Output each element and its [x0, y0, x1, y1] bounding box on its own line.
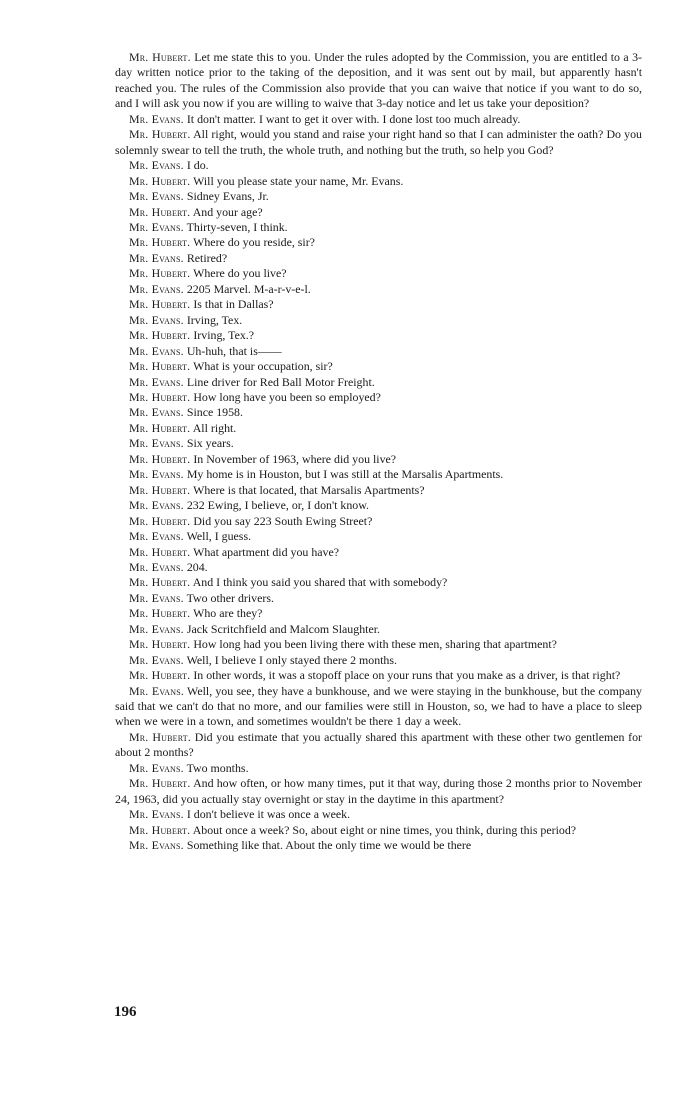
speaker-label: Mr. Evans. [129, 312, 184, 327]
speaker-label: Mr. Hubert. [129, 297, 191, 312]
speech-text: And I think you said you shared that with somebody? [192, 575, 448, 590]
speech-text: Six years. [186, 436, 234, 451]
speaker-label: Mr. Evans. [129, 652, 184, 667]
speaker-label: Mr. Hubert. [129, 482, 191, 497]
speaker-label: Mr. Evans. [129, 559, 184, 574]
paragraph [115, 606, 642, 621]
paragraph [115, 637, 642, 652]
paragraph [115, 498, 642, 513]
speaker-label: Mr. Evans. [129, 621, 184, 636]
speech-text: All right, would you stand and raise your right hand so that I can administer the oath? Do you solemnly swear to tell the truth, the whole truth, and nothing but the truth, so help you God? [115, 127, 642, 157]
paragraph [115, 220, 642, 235]
paragraph [115, 514, 642, 529]
speaker-label: Mr. Evans. [129, 467, 184, 482]
speech-text: Did you say 223 South Ewing Street? [193, 513, 373, 528]
speech-text: Will you please state your name, Mr. Evans. [193, 173, 404, 188]
speaker-label: Mr. Hubert. [129, 389, 191, 404]
paragraph [115, 390, 642, 405]
speech-text: Sidney Evans, Jr. [186, 189, 269, 204]
speech-text: In November of 1963, where did you live? [193, 451, 397, 466]
speaker-label: Mr. Hubert. [129, 637, 191, 652]
speaker-label: Mr. Hubert. [129, 606, 191, 621]
paragraph [115, 235, 642, 250]
paragraph [115, 205, 642, 220]
paragraph [115, 730, 642, 761]
speech-text: How long have you been so employed? [193, 389, 381, 404]
speaker-label: Mr. Evans. [129, 590, 184, 605]
paragraph [115, 266, 642, 281]
speech-text: Irving, Tex.? [193, 328, 255, 343]
speaker-label: Mr. Evans. [129, 343, 184, 358]
paragraph [115, 575, 642, 590]
speech-text: 232 Ewing, I believe, or, I don't know. [186, 498, 370, 513]
paragraph [115, 359, 642, 374]
speech-text: My home is in Houston, but I was still at the Marsalis Apartments. [186, 467, 504, 482]
speech-text: And how often, or how many times, put it that way, during those 2 months prior to November 24, 1963, did you actually stay overnight or stay in the daytime in this apartment? [115, 776, 642, 806]
paragraph [115, 127, 642, 158]
paragraph [115, 761, 642, 776]
paragraph [115, 436, 642, 451]
speaker-label: Mr. Hubert. [129, 204, 191, 219]
speaker-label: Mr. Evans. [129, 436, 184, 451]
page-number: 196 [114, 1004, 137, 1020]
speaker-label: Mr. Hubert. [129, 575, 191, 590]
paragraph [115, 823, 642, 838]
speaker-label: Mr. Hubert. [129, 729, 192, 744]
speaker-label: Mr. Evans. [129, 838, 184, 853]
speaker-label: Mr. Hubert. [129, 776, 191, 791]
speaker-label: Mr. Evans. [129, 760, 184, 775]
paragraph [115, 344, 642, 359]
speaker-label: Mr. Hubert. [129, 359, 191, 374]
speech-text: Line driver for Red Ball Motor Freight. [186, 374, 375, 389]
paragraph [115, 545, 642, 560]
paragraph [115, 174, 642, 189]
speech-text: Two other drivers. [186, 590, 274, 605]
paragraph [115, 328, 642, 343]
paragraph [115, 158, 642, 173]
speech-text: Who are they? [193, 606, 263, 621]
speech-text: Is that in Dallas? [193, 297, 274, 312]
speaker-label: Mr. Hubert. [129, 668, 191, 683]
speech-text: It don't matter. I want to get it over with. I done lost too much already. [186, 111, 521, 126]
paragraph [115, 838, 642, 853]
speech-text: What is your occupation, sir? [193, 359, 333, 374]
speaker-label: Mr. Hubert. [129, 513, 191, 528]
paragraph [115, 807, 642, 822]
speaker-label: Mr. Evans. [129, 683, 185, 698]
paragraph [115, 622, 642, 637]
speaker-label: Mr. Hubert. [129, 50, 191, 64]
paragraph [115, 282, 642, 297]
speech-text: Two months. [186, 760, 249, 775]
speaker-label: Mr. Hubert. [129, 127, 191, 142]
speaker-label: Mr. Evans. [129, 250, 184, 265]
speech-text: What apartment did you have? [193, 544, 340, 559]
speaker-label: Mr. Evans. [129, 158, 184, 173]
speaker-label: Mr. Hubert. [129, 822, 191, 837]
speaker-label: Mr. Hubert. [129, 451, 191, 466]
speech-text: All right. [192, 420, 237, 435]
speaker-label: Mr. Hubert. [129, 173, 191, 188]
paragraph [115, 375, 642, 390]
paragraph [115, 668, 642, 683]
paragraph [115, 297, 642, 312]
speaker-label: Mr. Hubert. [129, 544, 191, 559]
paragraph [115, 189, 642, 204]
speaker-label: Mr. Evans. [129, 405, 184, 420]
speaker-label: Mr. Evans. [129, 529, 184, 544]
speech-text: Well, I believe I only stayed there 2 months. [186, 652, 397, 667]
paragraph [115, 591, 642, 606]
paragraph [115, 483, 642, 498]
speech-text: Since 1958. [186, 405, 243, 420]
speech-text: And your age? [192, 204, 263, 219]
speech-text: Well, you see, they have a bunkhouse, and we were staying in the bunkhouse, but the company said that we can't do that no more, and our families were still in Houston, so, we had to have a place to sleep when we were in a town, and sometimes wouldn't be there 1 day a week. [115, 683, 642, 729]
speaker-label: Mr. Evans. [129, 374, 184, 389]
speech-text: Irving, Tex. [186, 312, 243, 327]
speaker-label: Mr. Evans. [129, 189, 184, 204]
speech-text: 2205 Marvel. M-a-r-v-e-l. [186, 281, 311, 296]
paragraph [115, 467, 642, 482]
speech-text: Where do you live? [193, 266, 287, 281]
speech-text: Something like that. About the only time we would be there [186, 838, 472, 853]
paragraph [115, 684, 642, 730]
speech-text: I do. [186, 158, 209, 173]
speaker-label: Mr. Hubert. [129, 328, 191, 343]
speaker-label: Mr. Hubert. [129, 420, 191, 435]
speech-text: Uh-huh, that is—— [186, 343, 282, 358]
speech-text: 204. [186, 559, 208, 574]
speech-text: Well, I guess. [186, 529, 252, 544]
paragraph [115, 421, 642, 436]
paragraph [115, 313, 642, 328]
paragraph [115, 560, 642, 575]
paragraph [115, 50, 642, 112]
speech-text: Thirty-seven, I think. [186, 219, 288, 234]
paragraph [115, 405, 642, 420]
paragraph [115, 112, 642, 127]
speech-text: Let me state this to you. Under the rules adopted by the Commission, you are entitled to a 3-day written notice prior to the taking of the deposition, and it was sent out by mail, but apparently hasn't reached you. The rules of the Commission also provide that you can waive that notice if you want to do so, and I will ask you now if you are willing to waive that 3-day notice and let us take your deposition? [115, 50, 642, 111]
speaker-label: Mr. Evans. [129, 219, 184, 234]
transcript-body [115, 50, 642, 854]
speech-text: Did you estimate that you actually shared this apartment with these other two gentlemen for about 2 months? [115, 729, 642, 760]
speaker-label: Mr. Hubert. [129, 266, 191, 281]
speech-text: Retired? [186, 250, 228, 265]
speaker-label: Mr. Evans. [129, 111, 184, 126]
paragraph [115, 653, 642, 668]
speaker-label: Mr. Evans. [129, 807, 184, 822]
paragraph [115, 251, 642, 266]
paragraph [115, 776, 642, 807]
paragraph [115, 529, 642, 544]
speech-text: How long had you been living there with these men, sharing that apartment? [193, 637, 557, 652]
speech-text: Where is that located, that Marsalis Apartments? [193, 482, 425, 497]
speech-text: I don't believe it was once a week. [186, 807, 351, 822]
speech-text: In other words, it was a stopoff place on your runs that you make as a driver, is that right? [193, 668, 621, 683]
paragraph [115, 452, 642, 467]
speech-text: Where do you reside, sir? [193, 235, 315, 250]
speaker-label: Mr. Evans. [129, 498, 184, 513]
speech-text: About once a week? So, about eight or nine times, you think, during this period? [192, 822, 577, 837]
speaker-label: Mr. Evans. [129, 281, 184, 296]
speech-text: Jack Scritchfield and Malcom Slaughter. [186, 621, 380, 636]
speaker-label: Mr. Hubert. [129, 235, 191, 250]
